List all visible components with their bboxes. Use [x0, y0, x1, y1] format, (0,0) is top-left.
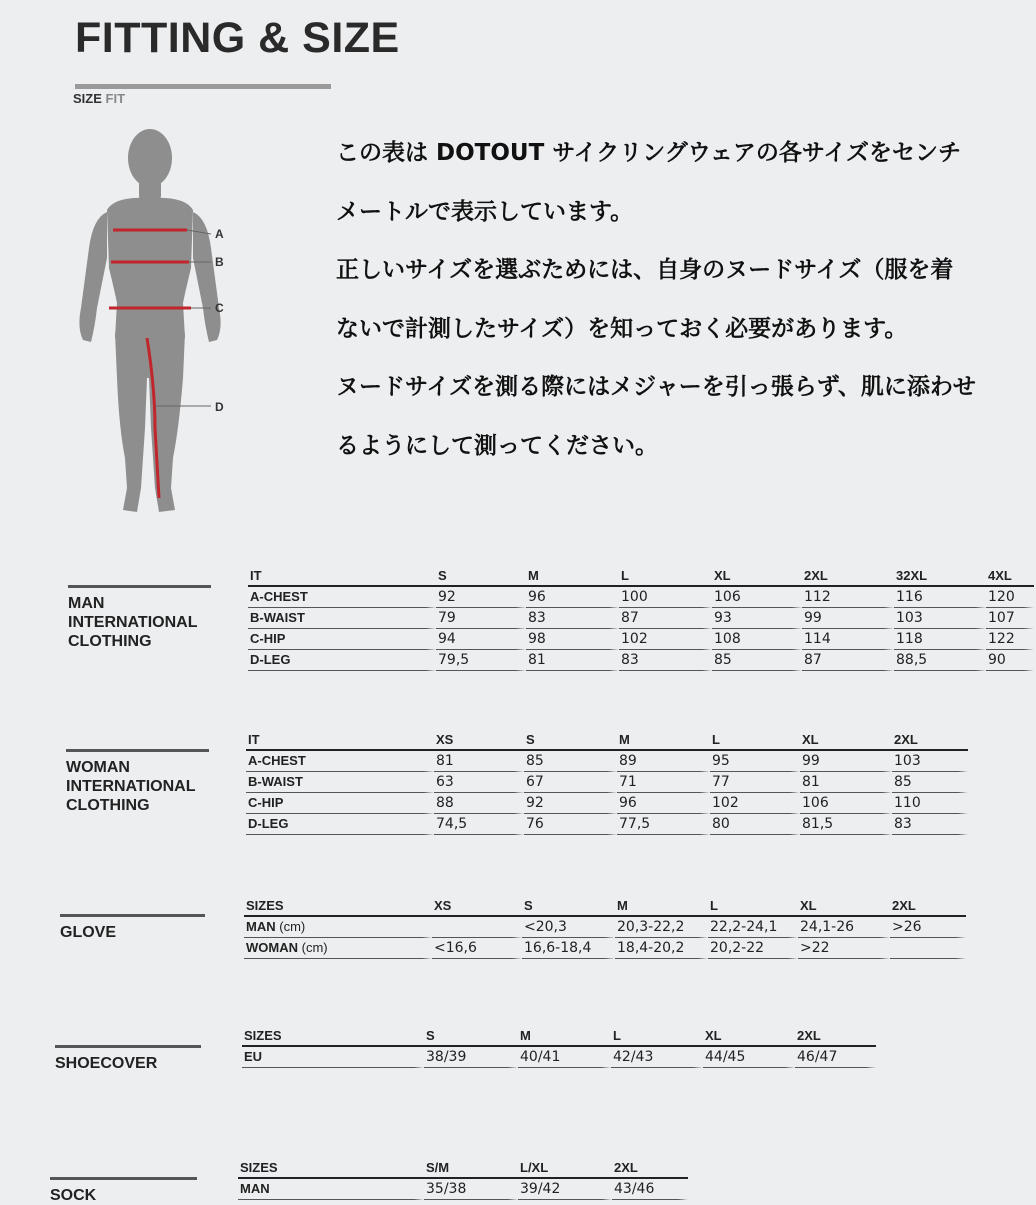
table-cell: 93	[712, 608, 802, 629]
table-cell: 100	[619, 587, 712, 608]
table-cell: 110	[892, 793, 968, 814]
sock-section-label	[50, 1186, 96, 1205]
table-cell: 92	[524, 793, 617, 814]
table-cell: 35/38	[424, 1179, 518, 1200]
column-header: 2XL	[802, 566, 894, 587]
table-header-row	[244, 896, 966, 917]
column-header: S/M	[424, 1158, 518, 1179]
table-cell: 102	[710, 793, 800, 814]
intro-line: 正しいサイズを選ぶためには、自身のヌードサイズ（服を着	[336, 257, 954, 283]
column-header: SIZES	[238, 1158, 424, 1179]
table-row	[242, 1047, 876, 1068]
woman-size-table	[246, 730, 968, 835]
column-header: IT	[248, 566, 436, 587]
label-line: CLOTHING	[68, 633, 152, 650]
row-label: EU	[242, 1047, 424, 1068]
table-cell: 102	[619, 629, 712, 650]
table-cell: 42/43	[611, 1047, 703, 1068]
column-header: XL	[800, 730, 892, 751]
column-header: M	[615, 896, 708, 917]
table-cell: 44/45	[703, 1047, 795, 1068]
unit-text: (cm)	[301, 940, 328, 955]
man-section-label	[68, 594, 197, 651]
row-label-text: WOMAN	[246, 940, 298, 955]
column-header: L/XL	[518, 1158, 612, 1179]
table-cell: 85	[712, 650, 802, 671]
table-row	[248, 608, 1034, 629]
column-header: L	[611, 1026, 703, 1047]
table-cell: 95	[710, 751, 800, 772]
table-cell: 87	[802, 650, 894, 671]
column-header: SIZES	[244, 896, 432, 917]
page-subtitle	[73, 91, 125, 106]
intro-line: ないで計測したサイズ）を知っておく必要があります。	[336, 315, 908, 342]
table-cell: 112	[802, 587, 894, 608]
table-row	[248, 587, 1034, 608]
glove-section-label	[60, 923, 116, 942]
label-line: INTERNATIONAL	[66, 778, 196, 795]
table-cell: 106	[712, 587, 802, 608]
column-header: 2XL	[892, 730, 968, 751]
row-label-text: MAN	[246, 919, 276, 934]
table-header-row	[246, 730, 968, 751]
table-cell: 81	[434, 751, 524, 772]
man-size-table	[248, 566, 1034, 671]
table-cell	[890, 938, 966, 959]
column-header: 4XL	[986, 566, 1034, 587]
body-measurement-figure	[55, 128, 245, 528]
table-row	[248, 650, 1034, 671]
label-line: SHOECOVER	[55, 1055, 158, 1072]
section-rule	[60, 914, 205, 917]
column-header: L	[619, 566, 712, 587]
table-cell: 74,5	[434, 814, 524, 835]
table-cell: 90	[986, 650, 1034, 671]
table-cell: 96	[617, 793, 710, 814]
column-header: 2XL	[795, 1026, 876, 1047]
table-cell: <20,3	[522, 917, 615, 938]
table-cell: >26	[890, 917, 966, 938]
table-row	[238, 1179, 688, 1200]
column-header: SIZES	[242, 1026, 424, 1047]
table-cell: 114	[802, 629, 894, 650]
shoecover-section-label	[55, 1054, 157, 1073]
marker-b: B	[215, 255, 224, 269]
column-header: XL	[798, 896, 890, 917]
row-label: D-LEG	[248, 650, 436, 671]
table-cell: 122	[986, 629, 1034, 650]
label-line: INTERNATIONAL	[68, 614, 198, 631]
row-label: A-CHEST	[248, 587, 436, 608]
table-cell: 63	[434, 772, 524, 793]
table-row	[248, 629, 1034, 650]
woman-section-label	[66, 758, 195, 815]
section-rule	[55, 1045, 201, 1048]
table-cell: 116	[894, 587, 986, 608]
table-cell: 103	[892, 751, 968, 772]
subtitle-size: SIZE	[73, 91, 102, 106]
table-row	[246, 793, 968, 814]
table-cell: 79,5	[436, 650, 526, 671]
label-line: SOCK	[50, 1187, 97, 1204]
table-cell: <16,6	[432, 938, 522, 959]
table-cell: 77,5	[617, 814, 710, 835]
section-rule	[50, 1177, 197, 1180]
row-label	[244, 917, 432, 938]
table-cell: 22,2-24,1	[708, 917, 798, 938]
table-cell	[432, 917, 522, 938]
table-cell: 77	[710, 772, 800, 793]
table-cell: 83	[619, 650, 712, 671]
table-cell: 83	[526, 608, 619, 629]
table-cell: 16,6-18,4	[522, 938, 615, 959]
intro-line: るようにして測ってください。	[336, 432, 658, 459]
section-rule	[66, 749, 209, 752]
table-cell: 85	[892, 772, 968, 793]
table-row	[246, 751, 968, 772]
table-cell: 107	[986, 608, 1034, 629]
label-line: GLOVE	[60, 924, 117, 941]
table-row	[244, 917, 966, 938]
table-cell: 46/47	[795, 1047, 876, 1068]
table-cell: 106	[800, 793, 892, 814]
table-cell: 94	[436, 629, 526, 650]
table-cell: 96	[526, 587, 619, 608]
column-header: S	[524, 730, 617, 751]
table-cell: 87	[619, 608, 712, 629]
table-cell: 71	[617, 772, 710, 793]
table-cell: 20,2-22	[708, 938, 798, 959]
table-cell: 83	[892, 814, 968, 835]
table-row	[246, 772, 968, 793]
row-label: C-HIP	[248, 629, 436, 650]
table-cell: 40/41	[518, 1047, 611, 1068]
label-line: WOMAN	[66, 759, 130, 776]
column-header: S	[424, 1026, 518, 1047]
intro-line: この表は DOTOUT サイクリングウェアの各サイズをセンチ	[336, 140, 961, 166]
label-line: MAN	[68, 595, 105, 612]
column-header: XS	[434, 730, 524, 751]
row-label: MAN	[238, 1179, 424, 1200]
title-underline	[75, 84, 331, 89]
table-cell: 103	[894, 608, 986, 629]
marker-c: C	[215, 301, 224, 315]
row-label: C-HIP	[246, 793, 434, 814]
shoecover-size-table	[242, 1026, 876, 1068]
column-header: 32XL	[894, 566, 986, 587]
marker-d: D	[215, 400, 224, 414]
row-label: A-CHEST	[246, 751, 434, 772]
table-row	[244, 938, 966, 959]
section-rule	[68, 585, 211, 588]
table-cell: 81	[800, 772, 892, 793]
unit-text: (cm)	[279, 919, 306, 934]
column-header: XL	[712, 566, 802, 587]
table-cell: 79	[436, 608, 526, 629]
column-header: XL	[703, 1026, 795, 1047]
table-cell: 99	[800, 751, 892, 772]
column-header: XS	[432, 896, 522, 917]
table-cell: 85	[524, 751, 617, 772]
table-cell: 98	[526, 629, 619, 650]
table-row	[246, 814, 968, 835]
table-cell: 18,4-20,2	[615, 938, 708, 959]
table-cell: 81,5	[800, 814, 892, 835]
table-cell: 80	[710, 814, 800, 835]
table-cell: 88,5	[894, 650, 986, 671]
table-cell: 120	[986, 587, 1034, 608]
column-header: L	[710, 730, 800, 751]
column-header: M	[526, 566, 619, 587]
table-cell: 92	[436, 587, 526, 608]
table-cell: 24,1-26	[798, 917, 890, 938]
table-cell: 76	[524, 814, 617, 835]
marker-a: A	[215, 227, 224, 241]
column-header: L	[708, 896, 798, 917]
intro-line: メートルで表示しています。	[336, 198, 634, 225]
table-cell: 67	[524, 772, 617, 793]
column-header: S	[522, 896, 615, 917]
column-header: S	[436, 566, 526, 587]
table-cell: >22	[798, 938, 890, 959]
column-header: 2XL	[612, 1158, 688, 1179]
table-cell: 118	[894, 629, 986, 650]
row-label	[244, 938, 432, 959]
human-silhouette	[79, 129, 220, 512]
column-header: M	[617, 730, 710, 751]
column-header: M	[518, 1026, 611, 1047]
table-cell: 81	[526, 650, 619, 671]
label-line: CLOTHING	[66, 797, 150, 814]
table-cell: 39/42	[518, 1179, 612, 1200]
table-cell: 108	[712, 629, 802, 650]
row-label: B-WAIST	[248, 608, 436, 629]
table-cell: 89	[617, 751, 710, 772]
column-header: IT	[246, 730, 434, 751]
table-cell: 43/46	[612, 1179, 688, 1200]
table-cell: 88	[434, 793, 524, 814]
intro-text	[336, 124, 1016, 475]
table-cell: 20,3-22,2	[615, 917, 708, 938]
intro-line: ヌードサイズを測る際にはメジャーを引っ張らず、肌に添わせ	[336, 374, 976, 400]
subtitle-fit: FIT	[105, 91, 126, 106]
table-cell: 38/39	[424, 1047, 518, 1068]
glove-size-table	[244, 896, 966, 959]
table-header-row	[242, 1026, 876, 1047]
sock-size-table	[238, 1158, 688, 1200]
table-cell: 99	[802, 608, 894, 629]
table-header-row	[248, 566, 1034, 587]
column-header: 2XL	[890, 896, 966, 917]
page-title: FITTING & SIZE	[75, 14, 400, 62]
table-header-row	[238, 1158, 688, 1179]
row-label: D-LEG	[246, 814, 434, 835]
row-label: B-WAIST	[246, 772, 434, 793]
